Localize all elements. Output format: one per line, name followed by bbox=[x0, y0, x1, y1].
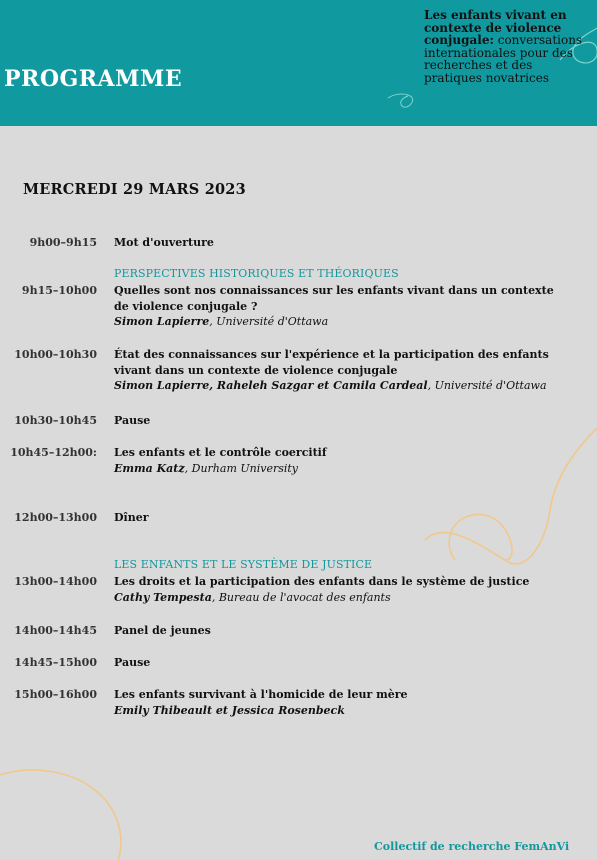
speaker-names: Simon Lapierre, Raheleh Sazgar et Camila Cardeal bbox=[114, 379, 428, 392]
speaker-line bbox=[114, 461, 554, 477]
tagline-regular: conversations internationales pour des recherches et des pratiques novatrices bbox=[424, 33, 583, 85]
session-content bbox=[114, 413, 554, 429]
speaker-line bbox=[114, 703, 554, 719]
time-slot: 15h00–16h00 bbox=[14, 688, 97, 701]
session-title: Quelles sont nos connaissances sur les enfants vivant dans un contexte de violence conjugale ? bbox=[114, 284, 554, 313]
tagline-bold: Les enfants vivant en contexte de violence conjugale: bbox=[424, 8, 567, 47]
time-slot: 9h00–9h15 bbox=[29, 236, 97, 249]
session-title: Pause bbox=[114, 414, 151, 427]
time-slot: 9h15–10h00 bbox=[21, 284, 97, 297]
session-title: Les enfants survivant à l'homicide de leur mère bbox=[114, 688, 408, 701]
time-slot: 14h00–14h45 bbox=[14, 624, 97, 637]
speaker-names: Cathy Tempesta bbox=[114, 590, 212, 604]
session-title: Les droits et la participation des enfants dans le système de justice bbox=[114, 575, 530, 588]
speaker-affiliation: , Université d'Ottawa bbox=[427, 379, 547, 392]
event-tagline bbox=[424, 9, 594, 84]
time-slot: 14h45–15h00 bbox=[14, 656, 97, 669]
session-title: Dîner bbox=[114, 511, 149, 524]
speaker-line bbox=[114, 314, 554, 330]
section-heading: PERSPECTIVES HISTORIQUES ET THÉORIQUES bbox=[114, 267, 399, 280]
speaker-line bbox=[114, 378, 554, 394]
time-slot: 10h30–10h45 bbox=[14, 414, 97, 427]
time-slot: 10h00–10h30 bbox=[14, 348, 97, 361]
session-content bbox=[114, 655, 554, 671]
session-title: Panel de jeunes bbox=[114, 624, 211, 637]
session-title: Mot d'ouverture bbox=[114, 236, 214, 249]
speaker-affiliation: , Durham University bbox=[184, 461, 299, 475]
page-title: PROGRAMME bbox=[4, 66, 183, 92]
session-title: Pause bbox=[114, 656, 151, 669]
speaker-line bbox=[114, 590, 554, 606]
day-heading: MERCREDI 29 MARS 2023 bbox=[23, 181, 246, 198]
section-heading: LES ENFANTS ET LE SYSTÈME DE JUSTICE bbox=[114, 558, 373, 571]
session-content bbox=[114, 623, 554, 639]
session-content bbox=[114, 445, 554, 476]
speaker-names: Emily Thibeault et Jessica Rosenbeck bbox=[114, 703, 345, 717]
session-content bbox=[114, 283, 554, 330]
time-slot: 13h00–14h00 bbox=[14, 575, 97, 588]
time-slot: 12h00–13h00 bbox=[14, 511, 97, 524]
speaker-affiliation: , Université d'Ottawa bbox=[209, 315, 329, 328]
session-content bbox=[114, 347, 554, 394]
session-content bbox=[114, 235, 554, 251]
header-band bbox=[0, 0, 597, 126]
session-content bbox=[114, 687, 554, 718]
session-content bbox=[114, 510, 554, 526]
session-content bbox=[114, 574, 554, 605]
time-slot: 10h45–12h00: bbox=[10, 446, 97, 459]
footer-credit: Collectif de recherche FemAnVi bbox=[374, 840, 570, 853]
speaker-affiliation: , Bureau de l'avocat des enfants bbox=[211, 590, 391, 604]
speaker-names: Simon Lapierre bbox=[114, 315, 210, 328]
session-title: Les enfants et le contrôle coercitif bbox=[114, 446, 327, 459]
session-title: État des connaissances sur l'expérience et la participation des enfants vivant dans un contexte de violence conjugale bbox=[114, 348, 549, 377]
speaker-names: Emma Katz bbox=[114, 461, 185, 475]
